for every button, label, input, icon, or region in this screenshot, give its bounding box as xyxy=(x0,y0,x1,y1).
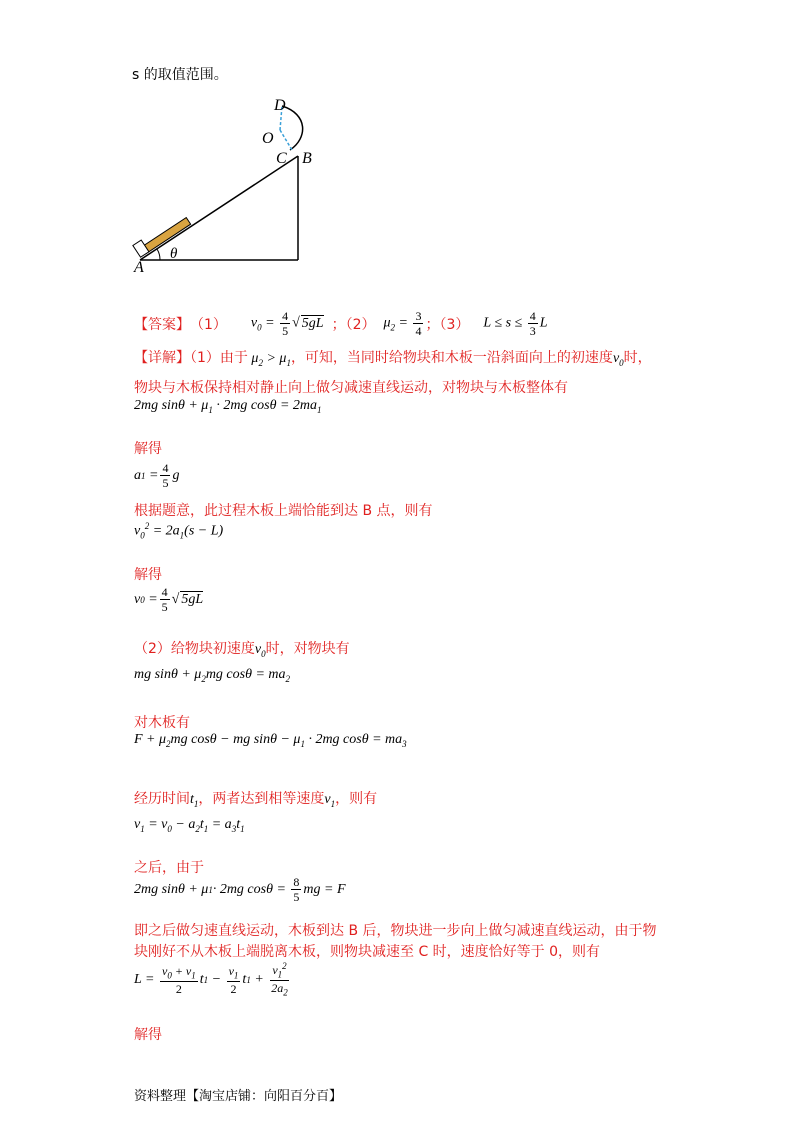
label-a: A xyxy=(134,259,144,274)
label-d: D xyxy=(274,97,286,114)
detail-text-6c: ，则有 xyxy=(335,791,378,807)
detail-text-6b: ，两者达到相等速度 xyxy=(198,791,325,807)
equation-f: $F + \mu_2mg$ cosθ − mg $\sin\theta - \mu_1 \cdot 2mg$ $\cos\theta = ma_3$ xyxy=(134,732,407,749)
label-b: B xyxy=(302,150,312,167)
v1-symbol: $v_1$ xyxy=(324,792,336,809)
detail-line-8: 即之后做匀速直线运动，木板到达 B 后，物块进一步向上做匀减速直线运动，由于物 xyxy=(134,923,657,939)
label-o: O xyxy=(262,130,274,147)
detail-text-1c: 时， xyxy=(623,350,652,366)
detail-line-7: 之后，由于 xyxy=(134,860,204,876)
detail-text-1a: （1）由于 xyxy=(190,350,248,366)
answer-tag: 【答案】 xyxy=(134,316,190,333)
equation-c: $v_0^2 = 2a_1(s - L)$ xyxy=(134,521,224,541)
v0-symbol-1: $v_0$ xyxy=(612,351,624,368)
radius-oc xyxy=(280,130,292,150)
detail-line-2: 物块与木板保持相对静止向上做匀减速直线运动，对物块与木板整体有 xyxy=(134,380,568,396)
detail-text-1b: ，可知，当同时给物块和木板一沿斜面向上的初速度 xyxy=(290,350,613,366)
detail-line-4 xyxy=(134,638,350,659)
block xyxy=(133,240,149,257)
answer-line xyxy=(134,310,548,337)
equation-g: $v_1 = v_0 - a_2t_1 = a_3t_1$ xyxy=(134,817,245,834)
answer-p1: （1） xyxy=(190,316,227,333)
answer-eq3: L ≤ s ≤ $\frac{4}{3}$ L xyxy=(483,309,548,338)
detail-line-6 xyxy=(134,788,377,809)
mu-inequality: $\mu_2 > \mu_1$ xyxy=(247,351,291,368)
equation-e: mg $\sin\theta + \mu_2mg$ $\cos\theta = ma_2$ xyxy=(134,667,291,684)
t1-symbol: $t_1$ xyxy=(190,792,199,809)
detail-line-1 xyxy=(134,347,652,368)
answer-p3: ；（3） xyxy=(425,316,470,333)
equation-h: 2mg sinθ + μ 1 · 2mg cosθ = $\frac{8}{5}$ mg = F xyxy=(134,875,346,904)
detail-line-9: 块刚好不从木板上端脱离木板，则物块减速至 C 时，速度恰好等于 0，则有 xyxy=(134,944,601,960)
detail-line-5: 对木板有 xyxy=(134,715,190,731)
equation-d: v 0 = $\frac{4}{5}$ √ 5gL xyxy=(134,585,204,614)
jiede-3: 解得 xyxy=(134,1027,162,1043)
jiede-2: 解得 xyxy=(134,567,162,583)
label-c: C xyxy=(276,150,287,167)
detail-text-4a: （2）给物块初速度 xyxy=(134,641,255,657)
answer-p2: ；（2） xyxy=(331,316,376,333)
jiede-1: 解得 xyxy=(134,441,162,457)
detail-tag: 【详解】 xyxy=(134,350,190,366)
answer-eq1: $v_0$ = $\frac{4}{5}$ √ 5gL xyxy=(250,309,324,338)
page-footer: 资料整理【淘宝店铺：向阳百分百】 xyxy=(134,1089,343,1104)
incline-figure xyxy=(130,92,330,274)
detail-line-3: 根据题意，此过程木板上端恰能到达 B 点，则有 xyxy=(134,503,433,519)
detail-text-6a: 经历时间 xyxy=(134,791,190,807)
v0-symbol-2: $v_0$ xyxy=(254,642,266,659)
detail-text-4b: 时，对物块有 xyxy=(265,641,350,657)
label-theta: θ xyxy=(170,246,178,262)
equation-a: 2mg $\sin\theta + \mu_1 \cdot 2mg$ $\cos\theta = 2ma_1$ xyxy=(134,398,322,415)
theta-arc xyxy=(157,249,160,260)
incline-line xyxy=(140,156,298,260)
answer-eq2: $\mu_2$ = $\frac{3}{4}$ xyxy=(383,309,422,338)
intro-line: s 的取值范围。 xyxy=(132,67,228,83)
equation-i: L = $\frac{v_0 + v_1}{2}$ t 1 − $\frac{v_1}{2}$ t 1 + $\frac{v_1^2}{2a_2}$ xyxy=(134,961,288,998)
wooden-board xyxy=(141,218,190,254)
equation-b: a 1 = $\frac{4}{5}$ g xyxy=(134,461,180,490)
